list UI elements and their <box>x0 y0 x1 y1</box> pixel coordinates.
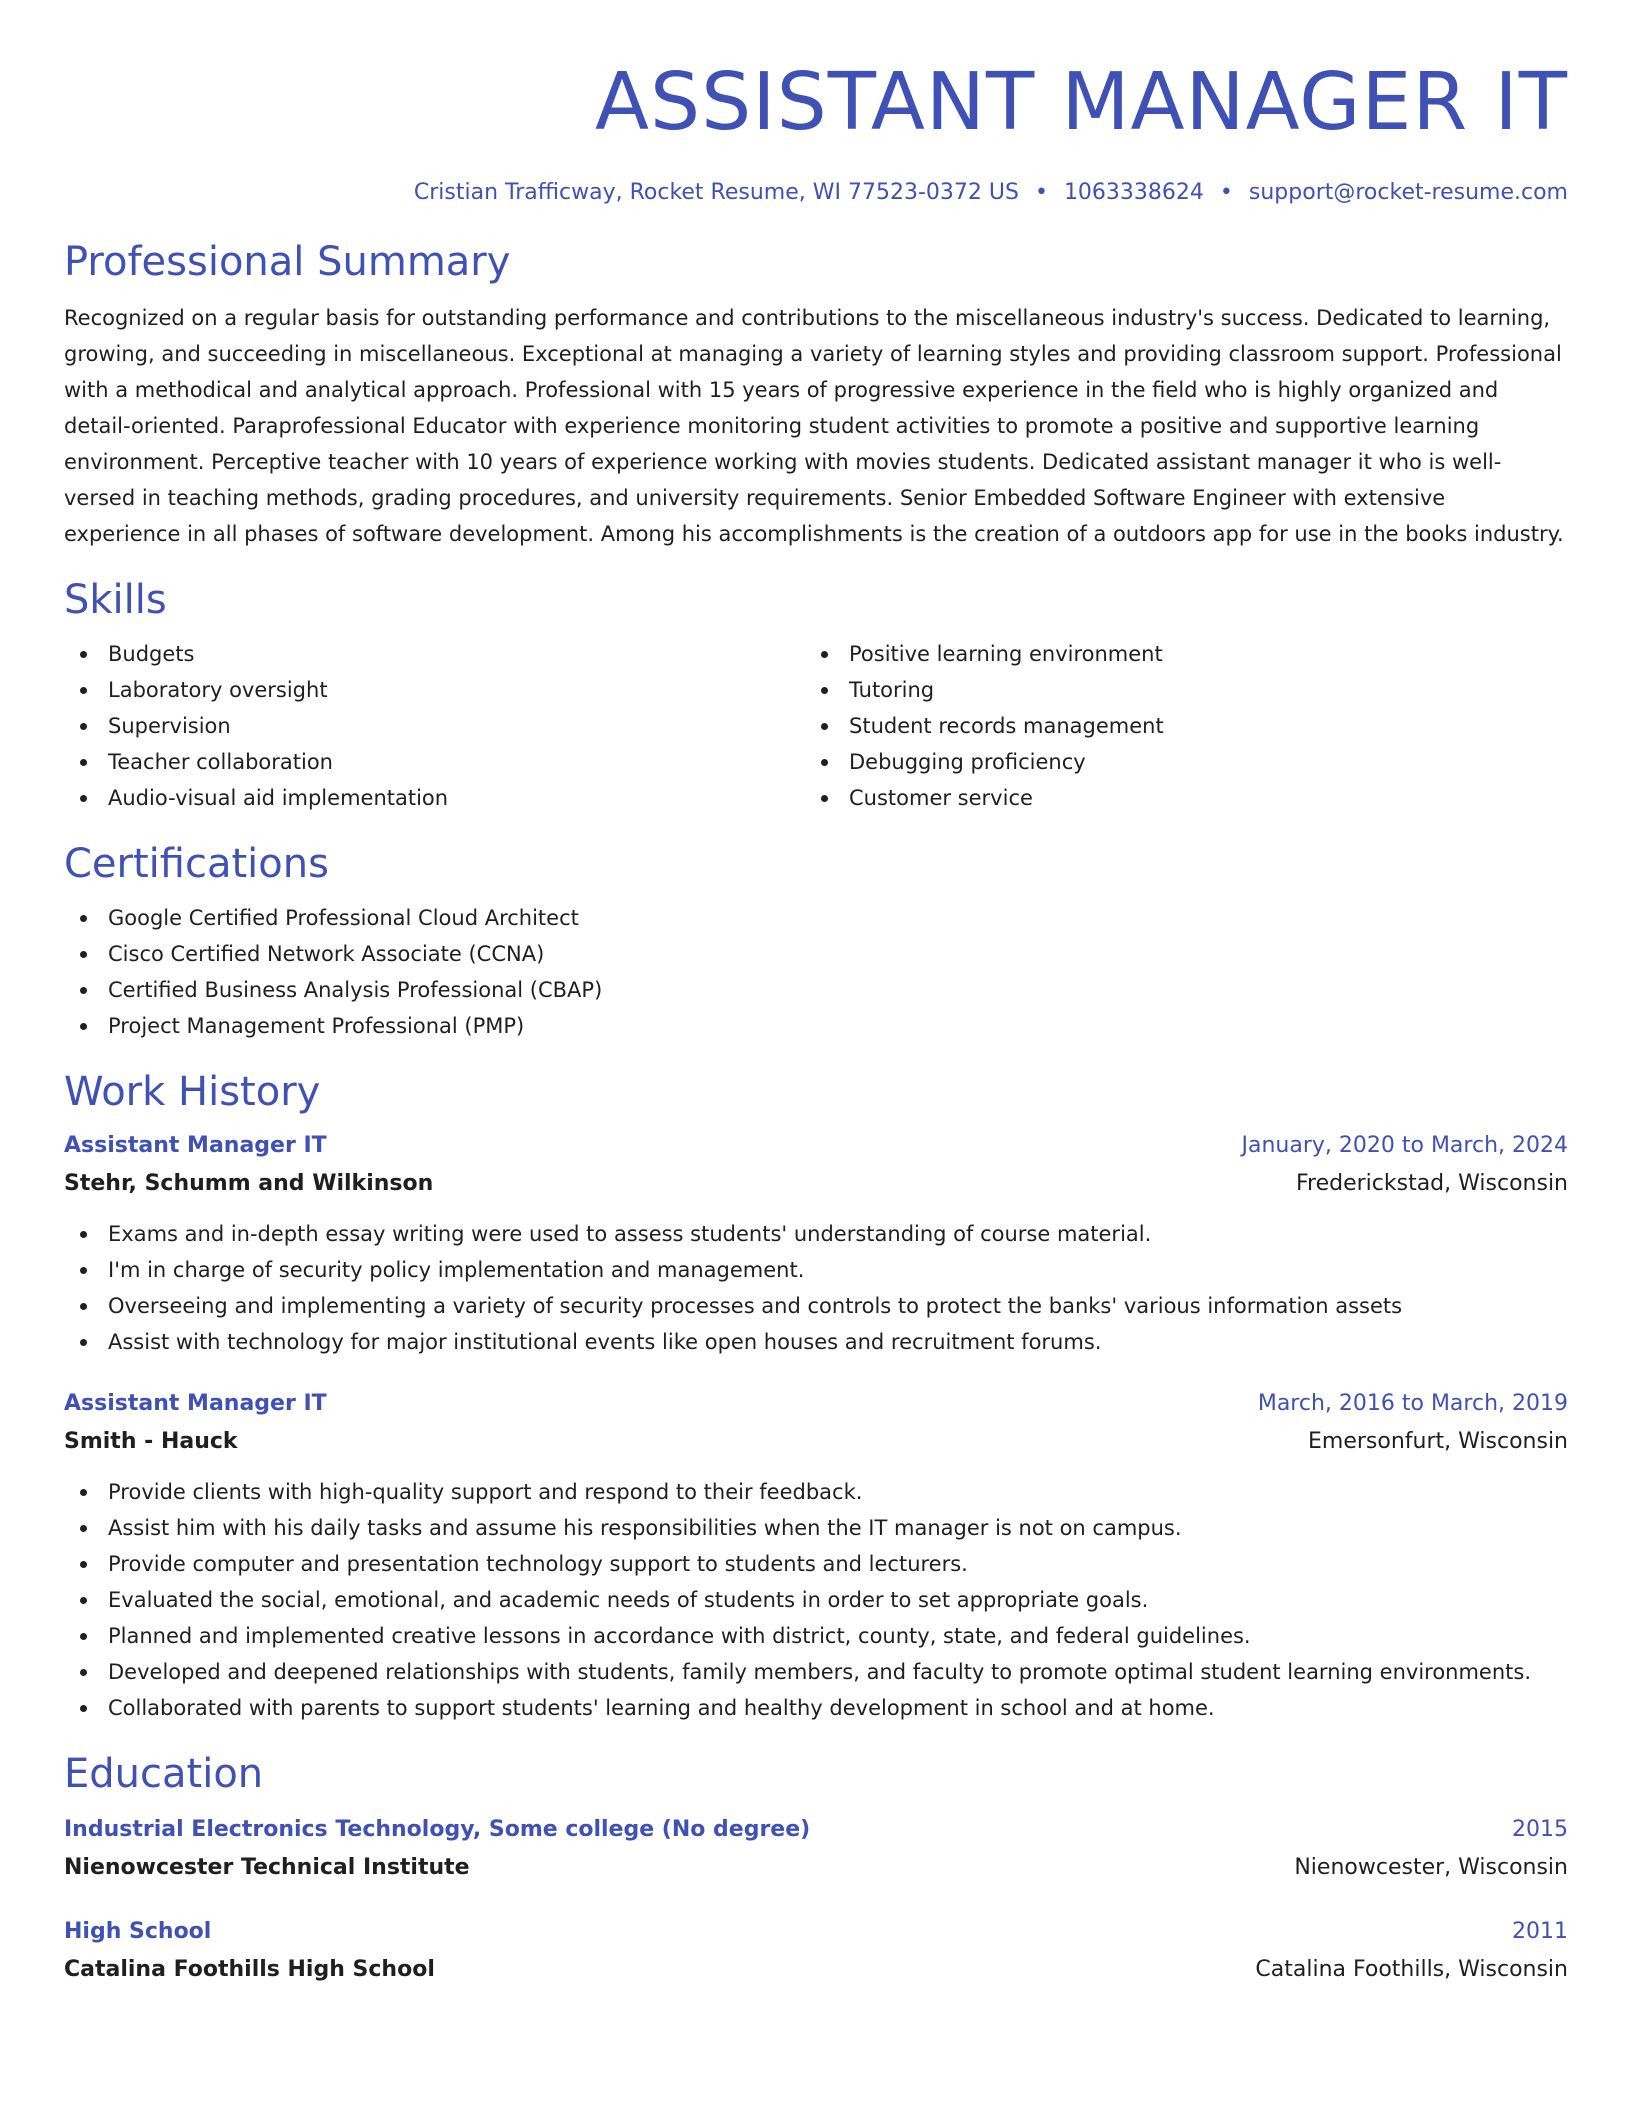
education-location: Nienowcester, Wisconsin <box>1294 1855 1568 1880</box>
skill-item: Student records management <box>805 708 1557 744</box>
skill-item: Customer service <box>805 780 1557 816</box>
education-year: 2011 <box>1512 1919 1568 1944</box>
education-degree: High School <box>64 1919 212 1944</box>
summary-section <box>64 236 1568 552</box>
summary-text: Recognized on a regular basis for outstanding performance and contributions to the miscellaneous industry's success. Dedicated to learning, growing, and succeeding in miscellaneous. Exceptional at managing a variety of learning styles and providing classroom support. Professional with a methodical and analytical approach. Professional with 15 years of progressive experience in the field who is highly organized and detail-oriented. Paraprofessional Educator with experience monitoring student activities to promote a positive and supportive learning environment. Perceptive teacher with 10 years of experience working with movies students. Dedicated assistant manager it who is well-versed in teaching methods, grading procedures, and university requirements. Senior Embedded Software Engineer with extensive experience in all phases of software development. Among his accomplishments is the creation of a outdoors app for use in the books industry. <box>64 306 1564 546</box>
certifications-section <box>64 838 1568 1044</box>
contact-line <box>64 178 1568 208</box>
job-duty: Provide clients with high-quality support and respond to their feedback. <box>64 1474 1568 1510</box>
job-entry <box>64 1386 1568 1726</box>
section-title-skills: Skills <box>64 577 167 623</box>
job-duties-list <box>64 1216 1568 1360</box>
section-title-certifications: Certifications <box>64 841 329 887</box>
job-duty: Assist him with his daily tasks and assume his responsibilities when the IT manager is not on campus. <box>64 1510 1568 1546</box>
skill-item: Tutoring <box>805 672 1557 708</box>
job-duty: Planned and implemented creative lessons in accordance with district, county, state, and federal guidelines. <box>64 1618 1568 1654</box>
education-school: Nienowcester Technical Institute <box>64 1855 470 1880</box>
certification-item: Google Certified Professional Cloud Architect <box>64 900 1568 936</box>
skills-section <box>64 574 1568 816</box>
education-degree: Industrial Electronics Technology, Some college (No degree) <box>64 1817 811 1842</box>
job-location: Frederickstad, Wisconsin <box>1295 1171 1568 1196</box>
job-duty: Overseeing and implementing a variety of security processes and controls to protect the banks' various information assets <box>64 1288 1568 1324</box>
job-dates: January, 2020 to March, 2024 <box>1241 1133 1568 1158</box>
education-location: Catalina Foothills, Wisconsin <box>1255 1957 1568 1982</box>
certification-item: Project Management Professional (PMP) <box>64 1008 1568 1044</box>
skill-item: Budgets <box>64 636 805 672</box>
job-duty: Collaborated with parents to support students' learning and healthy development in school and at home. <box>64 1690 1568 1726</box>
resume-header <box>64 0 1568 208</box>
section-title-work-history: Work History <box>64 1069 321 1115</box>
section-title-education: Education <box>64 1751 264 1797</box>
skills-list-left <box>64 636 805 816</box>
job-duty: Evaluated the social, emotional, and academic needs of students in order to set appropriate goals. <box>64 1582 1568 1618</box>
certification-item: Certified Business Analysis Professional (CBAP) <box>64 972 1568 1008</box>
skill-item: Supervision <box>64 708 805 744</box>
job-header-row <box>64 1128 1568 1164</box>
job-dates: March, 2016 to March, 2019 <box>1257 1391 1568 1416</box>
job-header-row <box>64 1386 1568 1422</box>
job-role: Assistant Manager IT <box>64 1391 327 1416</box>
education-entry <box>64 1914 1568 1990</box>
education-header-row <box>64 1914 1568 1950</box>
skill-item: Laboratory oversight <box>64 672 805 708</box>
job-location: Emersonfurt, Wisconsin <box>1308 1429 1568 1454</box>
job-duties-list <box>64 1474 1568 1726</box>
skill-item: Teacher collaboration <box>64 744 805 780</box>
contact-phone: 1063338624 <box>1063 180 1204 205</box>
resume-name: ASSISTANT MANAGER IT <box>594 56 1568 148</box>
job-employer-row <box>64 1422 1568 1462</box>
job-employer: Smith - Hauck <box>64 1429 238 1454</box>
education-school-row <box>64 1848 1568 1888</box>
contact-email: support@rocket-resume.com <box>1248 180 1568 205</box>
education-school: Catalina Foothills High School <box>64 1957 435 1982</box>
contact-address: Cristian Trafficway, Rocket Resume, WI 77523-0372 US <box>413 180 1019 205</box>
certifications-list <box>64 900 1568 1044</box>
job-duty: Assist with technology for major institutional events like open houses and recruitment forums. <box>64 1324 1568 1360</box>
work-history-section <box>64 1066 1568 1726</box>
education-entry <box>64 1812 1568 1888</box>
certification-item: Cisco Certified Network Associate (CCNA) <box>64 936 1568 972</box>
education-year: 2015 <box>1512 1817 1568 1842</box>
education-section <box>64 1748 1568 1990</box>
contact-separator: • <box>1219 180 1233 205</box>
job-duty: Developed and deepened relationships with students, family members, and faculty to promote optimal student learning environments. <box>64 1654 1568 1690</box>
job-duty: I'm in charge of security policy implementation and management. <box>64 1252 1568 1288</box>
education-school-row <box>64 1950 1568 1990</box>
job-role: Assistant Manager IT <box>64 1133 327 1158</box>
contact-separator: • <box>1034 180 1048 205</box>
skills-columns <box>64 626 1568 816</box>
skills-list-right <box>805 636 1557 816</box>
skill-item: Debugging proficiency <box>805 744 1557 780</box>
job-entry <box>64 1128 1568 1360</box>
job-duty: Provide computer and presentation technology support to students and lecturers. <box>64 1546 1568 1582</box>
job-employer: Stehr, Schumm and Wilkinson <box>64 1171 434 1196</box>
job-employer-row <box>64 1164 1568 1204</box>
education-header-row <box>64 1812 1568 1848</box>
skill-item: Audio-visual aid implementation <box>64 780 805 816</box>
job-duty: Exams and in-depth essay writing were used to assess students' understanding of course material. <box>64 1216 1568 1252</box>
skill-item: Positive learning environment <box>805 636 1557 672</box>
section-title-summary: Professional Summary <box>64 239 511 285</box>
